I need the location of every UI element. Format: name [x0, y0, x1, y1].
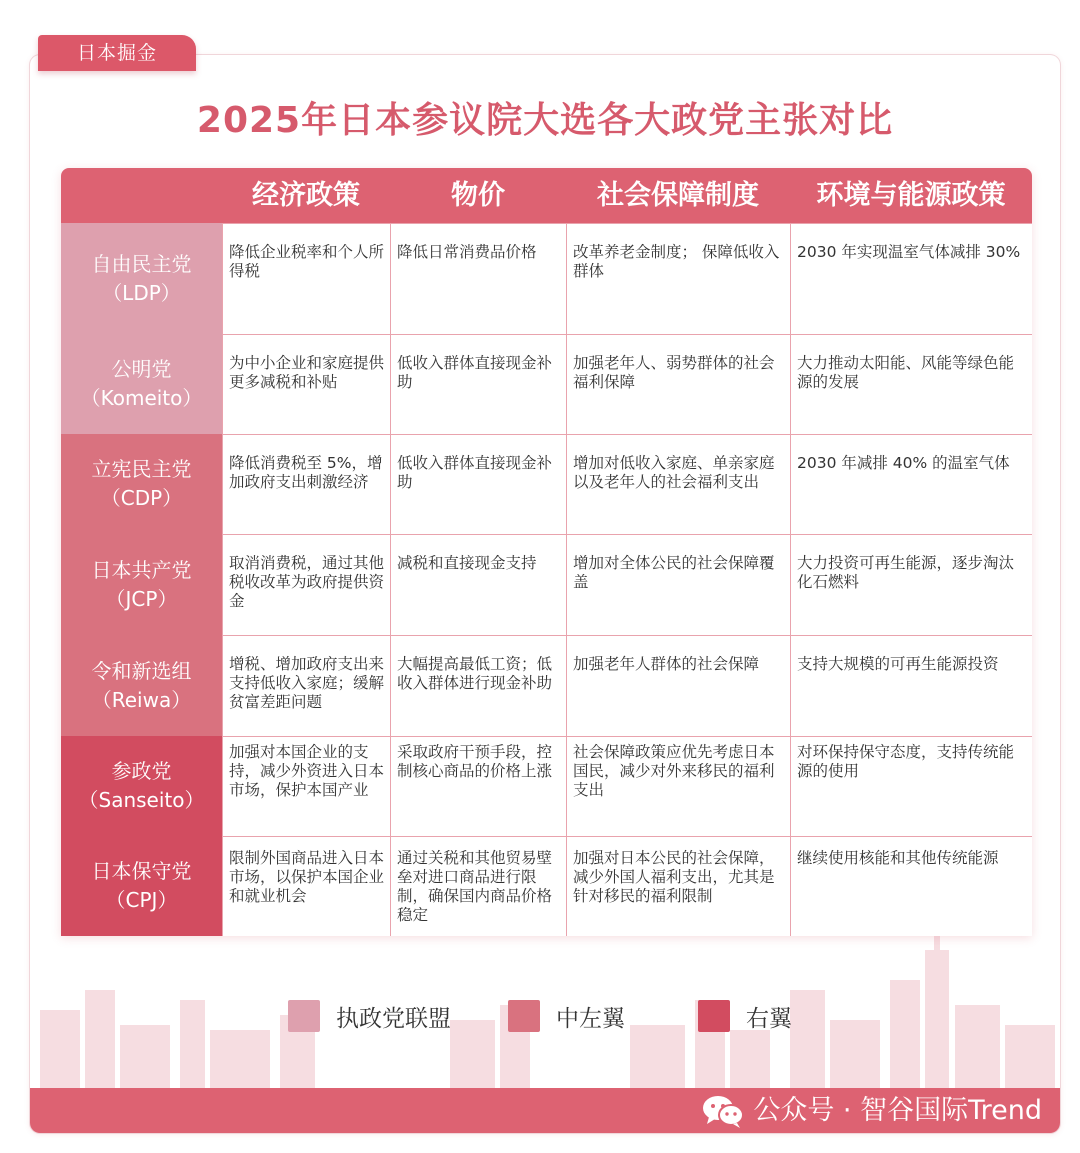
party-abbr: （Sanseito） — [78, 788, 205, 812]
policy-cell-environment: 2030 年实现温室气体减排 30% — [790, 223, 1032, 334]
party-abbr: （CDP） — [100, 486, 183, 510]
table-row-cpj — [61, 836, 1032, 936]
policy-cell-prices: 降低日常消费品价格 — [390, 223, 566, 334]
column-header-prices: 物价 — [451, 180, 505, 211]
policy-cell-prices: 低收入群体直接现金补助 — [390, 334, 566, 434]
party-abbr: （LDP） — [102, 280, 181, 305]
policy-cell-prices: 大幅提高最低工资；低收入群体进行现金补助 — [390, 635, 566, 736]
comparison-table — [61, 168, 1032, 936]
party-cell — [61, 534, 222, 635]
policy-cell-environment: 2030 年减排 40% 的温室气体 — [790, 434, 1032, 534]
party-name: 令和新选组 — [91, 658, 192, 683]
party-name: 参政党 — [111, 759, 172, 783]
table-row-reiwa — [61, 635, 1032, 736]
legend-swatch — [288, 1000, 320, 1032]
policy-cell-economy: 增税、增加政府支出来支持低收入家庭；缓解贫富差距问题 — [222, 635, 390, 736]
party-cell — [61, 635, 222, 736]
table-row-cdp — [61, 434, 1032, 534]
policy-cell-social-security: 增加对低收入家庭、单亲家庭以及老年人的社会福利支出 — [566, 434, 790, 534]
column-header-social-security: 社会保障制度 — [597, 180, 759, 211]
policy-cell-prices: 通过关税和其他贸易壁垒对进口商品进行限制，确保国内商品价格稳定 — [390, 836, 566, 936]
policy-cell-social-security: 增加对全体公民的社会保障覆盖 — [566, 534, 790, 635]
policy-cell-social-security: 改革养老金制度； 保障低收入群体 — [566, 223, 790, 334]
party-cell — [61, 736, 222, 836]
table-row-jcp — [61, 534, 1032, 635]
legend-label: 中左翼 — [556, 1005, 625, 1032]
page-title: 2025年日本参议院大选各大政党主张对比 — [196, 100, 894, 141]
party-name: 日本共产党 — [91, 557, 192, 582]
party-name: 立宪民主党 — [91, 457, 192, 481]
brand-tab: 日本掘金 — [38, 35, 196, 71]
policy-cell-prices: 采取政府干预手段，控制核心商品的价格上涨 — [390, 736, 566, 836]
legend-swatch — [508, 1000, 540, 1032]
party-name: 公明党 — [111, 357, 172, 381]
table-row-komeito — [61, 334, 1032, 434]
policy-cell-prices: 低收入群体直接现金补助 — [390, 434, 566, 534]
policy-cell-prices: 减税和直接现金支持 — [390, 534, 566, 635]
party-cell — [61, 334, 222, 434]
party-abbr: （JCP） — [105, 586, 178, 611]
column-header-economy: 经济政策 — [252, 180, 360, 211]
policy-cell-economy: 限制外国商品进入日本市场，以保护本国企业和就业机会 — [222, 836, 390, 936]
policy-cell-social-security: 加强老年人群体的社会保障 — [566, 635, 790, 736]
policy-cell-social-security: 社会保障政策应优先考虑日本国民，减少对外来移民的福利支出 — [566, 736, 790, 836]
party-cell — [61, 434, 222, 534]
party-abbr: （Komeito） — [80, 386, 203, 410]
party-name: 日本保守党 — [91, 859, 192, 883]
policy-cell-environment: 对环保持保守态度，支持传统能源的使用 — [790, 736, 1032, 836]
legend-item-right-wing — [698, 1000, 792, 1032]
legend-label: 右翼 — [746, 1005, 792, 1032]
legend-swatch — [698, 1000, 730, 1032]
policy-cell-environment: 大力推动太阳能、风能等绿色能源的发展 — [790, 334, 1032, 434]
party-name: 自由民主党 — [91, 251, 192, 276]
legend-item-ruling-coalition — [288, 1000, 451, 1032]
policy-cell-economy: 取消消费税，通过其他税收改革为政府提供资金 — [222, 534, 390, 635]
party-abbr: （CPJ） — [105, 888, 178, 912]
party-cell — [61, 223, 222, 334]
wechat-icon — [701, 1093, 745, 1129]
policy-cell-environment: 大力投资可再生能源，逐步淘汰化石燃料 — [790, 534, 1032, 635]
policy-cell-environment: 支持大规模的可再生能源投资 — [790, 635, 1032, 736]
party-cell — [61, 836, 222, 936]
legend-label: 执政党联盟 — [336, 1005, 451, 1032]
policy-cell-economy: 降低消费税至 5%，增加政府支出刺激经济 — [222, 434, 390, 534]
footer-credit — [701, 1090, 1042, 1132]
table-row-sanseito — [61, 736, 1032, 836]
policy-cell-social-security: 加强老年人、弱势群体的社会福利保障 — [566, 334, 790, 434]
policy-cell-economy: 为中小企业和家庭提供更多减税和补贴 — [222, 334, 390, 434]
policy-cell-environment: 继续使用核能和其他传统能源 — [790, 836, 1032, 936]
policy-cell-social-security: 加强对日本公民的社会保障，减少外国人福利支出，尤其是针对移民的福利限制 — [566, 836, 790, 936]
table-row-ldp — [61, 223, 1032, 334]
footer-text: 公众号 · 智谷国际Trend — [753, 1095, 1042, 1126]
table-header — [61, 168, 1032, 223]
column-header-environment-energy: 环境与能源政策 — [816, 180, 1006, 211]
party-abbr: （Reiwa） — [91, 687, 192, 712]
policy-cell-economy: 加强对本国企业的支持，减少外资进入日本市场，保护本国产业 — [222, 736, 390, 836]
policy-cell-economy: 降低企业税率和个人所得税 — [222, 223, 390, 334]
legend-item-center-left — [508, 1000, 625, 1032]
